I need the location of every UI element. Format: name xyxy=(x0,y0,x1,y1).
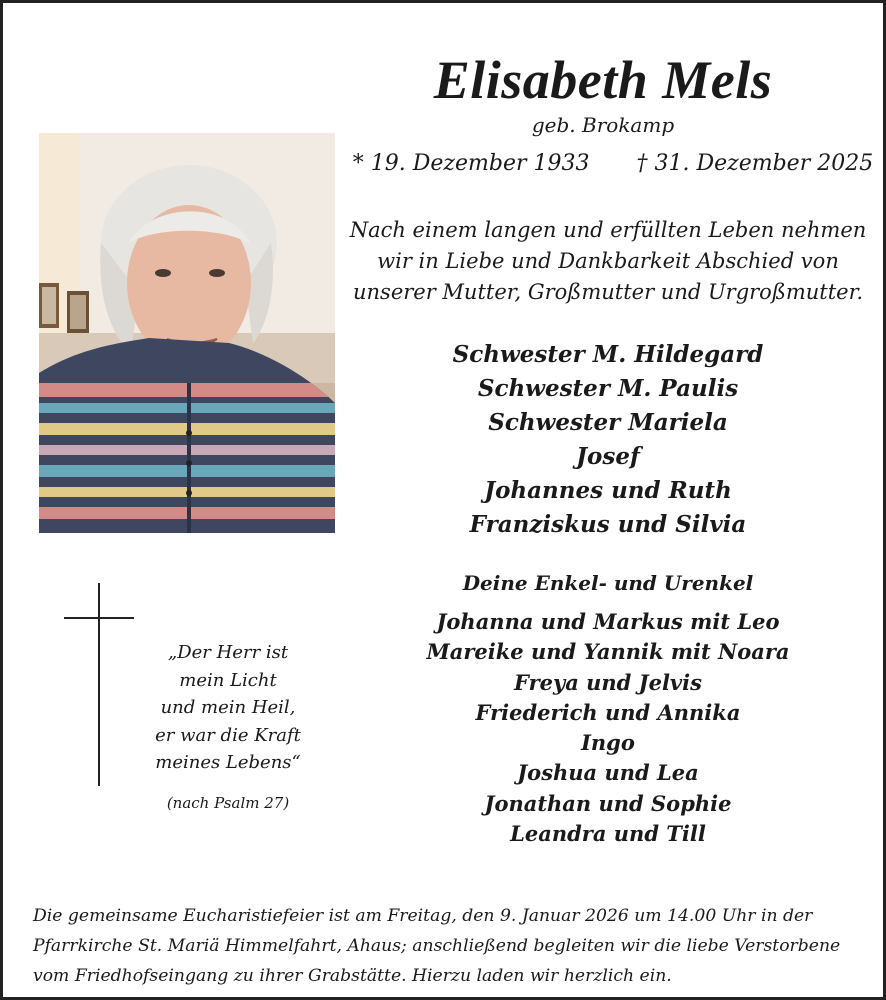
quote-source: (nach Psalm 27) xyxy=(166,794,290,812)
cross-icon xyxy=(98,583,100,786)
birth-name: geb. Brokamp xyxy=(531,113,675,137)
family-list xyxy=(343,338,873,542)
quote-line: er war die Kraft xyxy=(155,724,301,746)
deceased-name: Elisabeth Mels xyxy=(433,50,773,110)
grandchild-entry: Mareike und Yannik mit Noara xyxy=(426,639,790,665)
family-member: Schwester M. Hildegard xyxy=(452,341,764,368)
family-member: Franziskus und Silvia xyxy=(469,511,747,538)
intro-line: Nach einem langen und erfüllten Leben nehmen xyxy=(349,218,867,242)
family-member: Schwester Mariela xyxy=(488,409,728,436)
service-line: Die gemeinsame Eucharistiefeier ist am Freitag, den 9. Januar 2026 um 14.00 Uhr in der xyxy=(33,906,813,926)
birth-date: * 19. Dezember 1933 xyxy=(352,151,590,176)
grandchildren-heading: Deine Enkel- und Urenkel xyxy=(462,571,754,595)
grandchild-entry: Friederich und Annika xyxy=(475,699,741,725)
family-member: Josef xyxy=(576,443,640,470)
quote-line: meines Lebens“ xyxy=(155,752,301,773)
death-date: † 31. Dezember 2025 xyxy=(636,151,874,176)
service-line: vom Friedhofseingang zu ihrer Grabstätte. Hierzu laden wir herzlich ein. xyxy=(33,966,672,986)
life-dates xyxy=(343,151,883,176)
grandchild-entry: Joshua und Lea xyxy=(517,760,699,786)
portrait-illustration xyxy=(39,133,335,533)
cross-icon-bar xyxy=(64,617,134,619)
psalm-quote xyxy=(143,639,313,777)
family-member: Schwester M. Paulis xyxy=(477,375,739,402)
grandchild-entry: Freya und Jelvis xyxy=(514,669,702,695)
service-info xyxy=(33,901,863,991)
quote-line: und mein Heil, xyxy=(160,697,296,718)
grandchild-entry: Johanna und Markus mit Leo xyxy=(436,609,780,634)
grandchild-entry: Leandra und Till xyxy=(510,821,706,847)
quote-line: „Der Herr ist xyxy=(167,642,289,663)
intro-line: wir in Liebe und Dankbarkeit Abschied von xyxy=(377,249,839,273)
quote-line: mein Licht xyxy=(179,669,277,691)
family-member: Johannes und Ruth xyxy=(484,477,732,504)
intro-line: unserer Mutter, Großmutter und Urgroßmutter. xyxy=(353,280,863,304)
grandchild-entry: Jonathan und Sophie xyxy=(484,790,732,816)
intro-text xyxy=(343,215,873,308)
portrait-photo xyxy=(39,133,335,533)
service-line: Pfarrkirche St. Mariä Himmelfahrt, Ahaus; anschließend begleiten wir die liebe Verstorbene xyxy=(33,936,841,956)
grandchild-entry: Ingo xyxy=(581,730,635,756)
grandchildren-list xyxy=(343,607,873,849)
